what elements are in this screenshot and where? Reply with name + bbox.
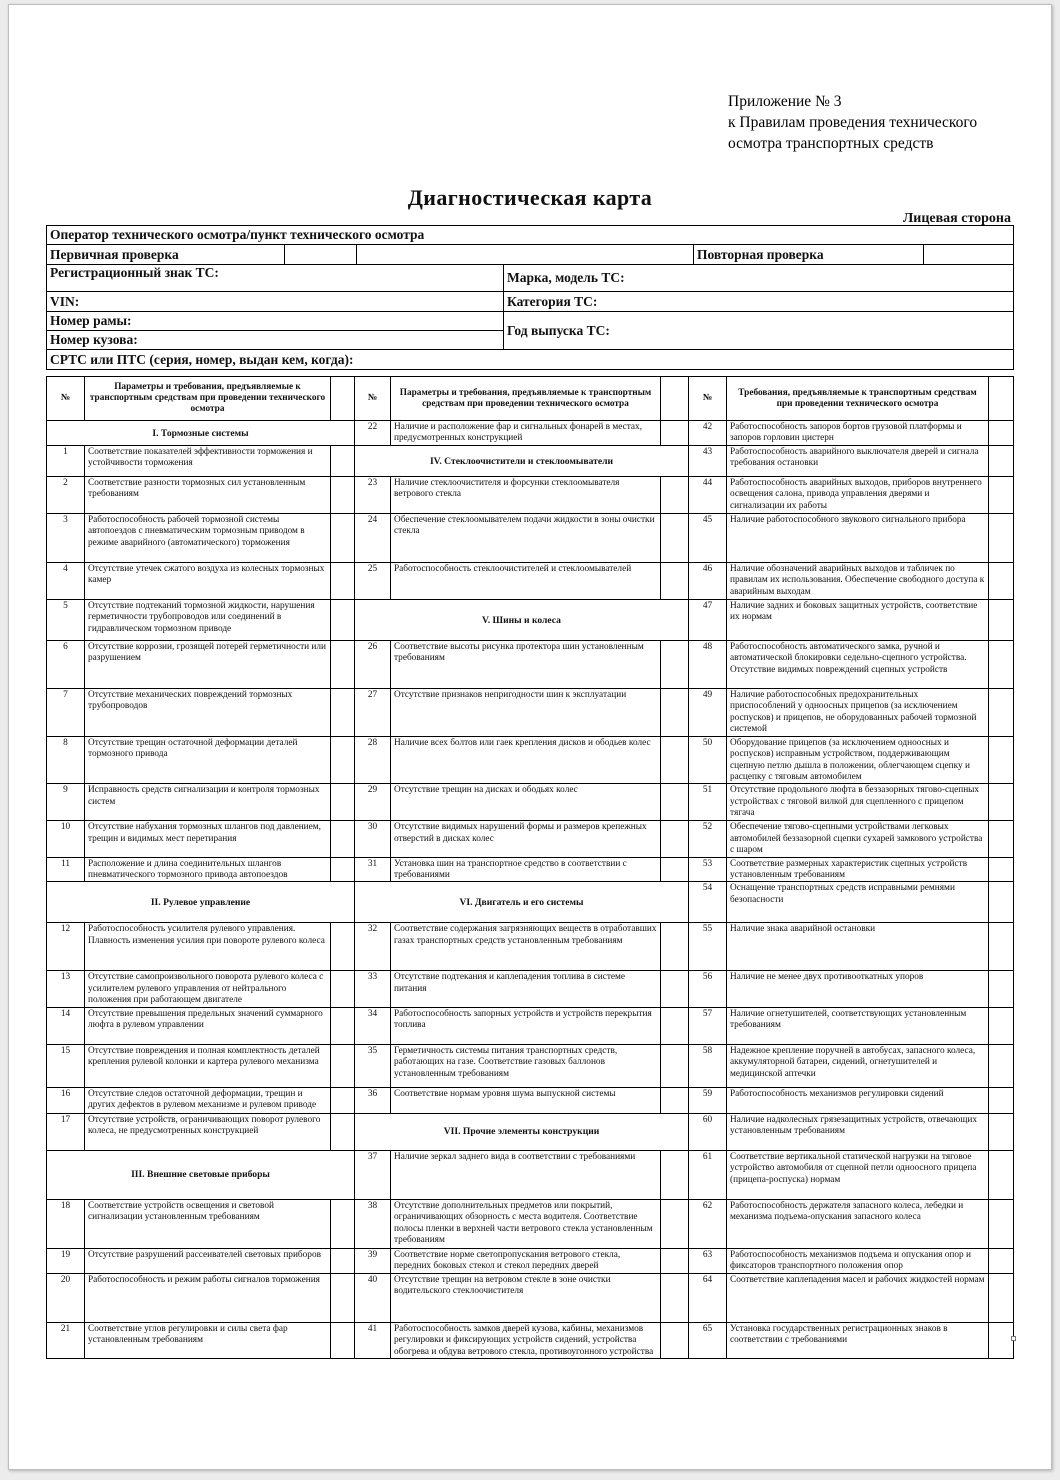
- item-text-27: Отсутствие признаков непригодности шин к эксплуатации: [391, 688, 661, 736]
- repeat-check-label: Повторная проверка: [694, 245, 924, 265]
- year-field[interactable]: Год выпуска ТС:: [504, 312, 1014, 350]
- item-number: 53: [689, 857, 727, 882]
- item-mark-58[interactable]: [989, 1044, 1014, 1087]
- item-number: 65: [689, 1322, 727, 1358]
- item-mark-55[interactable]: [989, 923, 1014, 971]
- item-number: 38: [355, 1199, 391, 1248]
- item-text-28: Наличие всех болтов или гаек крепления дисков и ободьев колес: [391, 736, 661, 784]
- item-number: 47: [689, 599, 727, 640]
- item-number: 48: [689, 640, 727, 688]
- item-text-6: Отсутствие коррозии, грозящей потерей герметичности или разрушением: [85, 640, 331, 688]
- item-mark-8[interactable]: [331, 736, 355, 784]
- item-mark-44[interactable]: [989, 476, 1014, 513]
- item-mark-53[interactable]: [989, 857, 1014, 882]
- item-mark-29[interactable]: [661, 784, 689, 821]
- table-row: [47, 421, 1014, 446]
- item-mark-5[interactable]: [331, 599, 355, 640]
- item-mark-24[interactable]: [661, 513, 689, 562]
- item-text-56: Наличие не менее двух противооткатных упоров: [727, 971, 989, 1007]
- item-text-59: Работоспособность механизмов регулировки сидений: [727, 1087, 989, 1113]
- item-mark-20[interactable]: [331, 1273, 355, 1322]
- item-number: 56: [689, 971, 727, 1007]
- item-mark-47[interactable]: [989, 599, 1014, 640]
- item-number: 8: [47, 736, 85, 784]
- appendix-note: [728, 91, 1048, 154]
- column-number-header: №: [355, 377, 391, 421]
- item-mark-59[interactable]: [989, 1087, 1014, 1113]
- item-text-41: Работоспособность замков дверей кузова, кабины, механизмов регулировки и фиксирующих устройств сидений, устройства обогрева и обдува ветрового стекла, противоугонного устройства: [391, 1322, 661, 1358]
- item-text-3: Работоспособность рабочей тормозной системы автопоездов с пневматическим тормозным приводом в режиме аварийного (автоматического) торможения: [85, 513, 331, 562]
- table-row: [47, 971, 1014, 1007]
- item-text-43: Работоспособность аварийного выключателя дверей и сигнала требования остановки: [727, 445, 989, 476]
- item-mark-50[interactable]: [989, 736, 1014, 784]
- item-text-57: Наличие огнетушителей, соответствующих установленным требованиям: [727, 1007, 989, 1044]
- table-row: [47, 1322, 1014, 1358]
- item-text-62: Работоспособность держателя запасного колеса, лебедки и механизма подъема-опускания запасного колеса: [727, 1199, 989, 1248]
- column-number-header: №: [689, 377, 727, 421]
- item-number: 6: [47, 640, 85, 688]
- item-text-17: Отсутствие устройств, ограничивающих поворот рулевого колеса, не предусмотренных конструкцией: [85, 1113, 331, 1150]
- table-row: [47, 1150, 1014, 1199]
- item-text-14: Отсутствие превышения предельных значений суммарного люфта в рулевом управлении: [85, 1007, 331, 1044]
- item-text-54: Оснащение транспортных средств исправными ремнями безопасности: [727, 882, 989, 923]
- table-row: [47, 1273, 1014, 1322]
- diagnostic-table: [46, 376, 1014, 1359]
- item-number: 52: [689, 821, 727, 857]
- item-number: 59: [689, 1087, 727, 1113]
- item-text-63: Работоспособность механизмов подъема и опускания опор и фиксаторов транспортного положения опор: [727, 1248, 989, 1273]
- side-label: Лицевая сторона: [902, 211, 1011, 226]
- section-heading-s6: VI. Двигатель и его системы: [355, 882, 689, 923]
- item-text-24: Обеспечение стеклоомывателем подачи жидкости в зоны очистки стекла: [391, 513, 661, 562]
- item-number: 61: [689, 1150, 727, 1199]
- item-number: 39: [355, 1248, 391, 1273]
- item-mark-11[interactable]: [331, 857, 355, 882]
- item-text-65: Установка государственных регистрационных знаков в соответствии с требованиями: [727, 1322, 989, 1358]
- item-text-20: Работоспособность и режим работы сигналов торможения: [85, 1273, 331, 1322]
- item-number: 58: [689, 1044, 727, 1087]
- repeat-check-box[interactable]: [924, 245, 1014, 265]
- item-text-49: Наличие работоспособных предохранительных приспособлений у одноосных прицепов (за исключением роспусков) и прицепов, не оборудованных рабочей тормозной системой: [727, 688, 989, 736]
- item-text-29: Отсутствие трещин на дисках и ободьях колес: [391, 784, 661, 821]
- item-text-4: Отсутствие утечек сжатого воздуха из колесных тормозных камер: [85, 562, 331, 599]
- column-header-3: Требования, предъявляемые к транспортным средствам при проведении технического осмотра: [727, 377, 989, 421]
- item-mark-34[interactable]: [661, 1007, 689, 1044]
- item-mark-46[interactable]: [989, 562, 1014, 599]
- item-number: 49: [689, 688, 727, 736]
- column-mark-header: [331, 377, 355, 421]
- table-row: [47, 882, 1014, 923]
- section-heading-s3: III. Внешние световые приборы: [47, 1150, 355, 1199]
- item-mark-51[interactable]: [989, 784, 1014, 821]
- item-number: 9: [47, 784, 85, 821]
- item-mark-63[interactable]: [989, 1248, 1014, 1273]
- table-row: [47, 562, 1014, 599]
- item-mark-49[interactable]: [989, 688, 1014, 736]
- item-text-16: Отсутствие следов остаточной деформации, трещин и других дефектов в рулевом механизме и рулевом приводе: [85, 1087, 331, 1113]
- item-number: 44: [689, 476, 727, 513]
- item-text-42: Работоспособность запоров бортов грузовой платформы и запоров горловин цистерн: [727, 421, 989, 446]
- item-number: 32: [355, 923, 391, 971]
- item-number: 14: [47, 1007, 85, 1044]
- item-text-44: Работоспособность аварийных выходов, приборов внутреннего освещения салона, привода управления дверями и сигнализации их работы: [727, 476, 989, 513]
- item-text-32: Соответствие содержания загрязняющих веществ в отработавших газах транспортных средств установленным требованиям: [391, 923, 661, 971]
- table-row: [47, 476, 1014, 513]
- item-number: 46: [689, 562, 727, 599]
- item-text-46: Наличие обозначений аварийных выходов и табличек по правилам их использования. Обеспечение свободного доступа к аварийным выходам: [727, 562, 989, 599]
- table-row: [47, 688, 1014, 736]
- brand-model-field[interactable]: Марка, модель ТС:: [504, 265, 1014, 292]
- table-row: [47, 1007, 1014, 1044]
- item-mark-40[interactable]: [661, 1273, 689, 1322]
- section-heading-s7: VII. Прочие элементы конструкции: [355, 1113, 689, 1150]
- table-row: [47, 784, 1014, 821]
- item-text-47: Наличие задних и боковых защитных устройств, соответствие их нормам: [727, 599, 989, 640]
- item-number: 31: [355, 857, 391, 882]
- item-text-50: Оборудование прицепов (за исключением одноосных и роспусков) исправным устройством, поддерживающим сцепную петлю дышла в положении, облегчающем сцепку и расцепку с тяговым автомобилем: [727, 736, 989, 784]
- item-mark-23[interactable]: [661, 476, 689, 513]
- item-number: 33: [355, 971, 391, 1007]
- item-number: 4: [47, 562, 85, 599]
- operator-field[interactable]: Оператор технического осмотра/пункт технического осмотра: [47, 226, 1014, 245]
- item-mark-17[interactable]: [331, 1113, 355, 1150]
- item-number: 35: [355, 1044, 391, 1087]
- item-number: 24: [355, 513, 391, 562]
- table-row: [47, 1113, 1014, 1150]
- item-text-52: Обеспечение тягово-сцепными устройствами легковых автомобилей беззазорной сцепки сухарей замкового устройства с шаром: [727, 821, 989, 857]
- item-mark-35[interactable]: [661, 1044, 689, 1087]
- section-heading-s2: II. Рулевое управление: [47, 882, 355, 923]
- item-text-8: Отсутствие трещин остаточной деформации деталей тормозного привода: [85, 736, 331, 784]
- item-mark-9[interactable]: [331, 784, 355, 821]
- item-text-9: Исправность средств сигнализации и контроля тормозных систем: [85, 784, 331, 821]
- item-mark-27[interactable]: [661, 688, 689, 736]
- item-text-51: Отсутствие продольного люфта в беззазорных тягово-сцепных устройствах с тяговой вилкой для сцепленного с прицепом тягача: [727, 784, 989, 821]
- column-mark-header: [989, 377, 1014, 421]
- section-heading-s1: I. Тормозные системы: [47, 421, 355, 446]
- category-field[interactable]: Категория ТС:: [504, 292, 1014, 312]
- resize-handle[interactable]: [1011, 1336, 1016, 1341]
- item-number: 22: [355, 421, 391, 446]
- item-text-18: Соответствие устройств освещения и световой сигнализации установленным требованиям: [85, 1199, 331, 1248]
- item-number: 62: [689, 1199, 727, 1248]
- item-number: 15: [47, 1044, 85, 1087]
- item-text-5: Отсутствие подтеканий тормозной жидкости, нарушения герметичности трубопроводов или соединений в гидравлическом тормозном приводе: [85, 599, 331, 640]
- vehicle-info-table: [46, 225, 1014, 370]
- item-mark-21[interactable]: [331, 1322, 355, 1358]
- item-mark-48[interactable]: [989, 640, 1014, 688]
- item-number: 27: [355, 688, 391, 736]
- appendix-line-2: к Правилам проведения технического: [728, 114, 978, 131]
- item-mark-13[interactable]: [331, 971, 355, 1007]
- item-mark-57[interactable]: [989, 1007, 1014, 1044]
- item-mark-12[interactable]: [331, 923, 355, 971]
- item-text-23: Наличие стеклоочистителя и форсунки стеклоомывателя ветрового стекла: [391, 476, 661, 513]
- item-mark-37[interactable]: [661, 1150, 689, 1199]
- item-text-25: Работоспособность стеклоочистителей и стеклоомывателей: [391, 562, 661, 599]
- section-heading-s4: IV. Стеклоочистители и стеклоомыватели: [355, 445, 689, 476]
- item-mark-56[interactable]: [989, 971, 1014, 1007]
- table-row: [47, 1248, 1014, 1273]
- item-mark-64[interactable]: [989, 1273, 1014, 1322]
- item-number: 2: [47, 476, 85, 513]
- table-row: [47, 857, 1014, 882]
- item-number: 57: [689, 1007, 727, 1044]
- item-mark-33[interactable]: [661, 971, 689, 1007]
- item-text-48: Работоспособность автоматического замка, ручной и автоматической блокировки седельно-сцепного устройства. Отсутствие видимых повреждений сцепных устройств: [727, 640, 989, 688]
- item-mark-52[interactable]: [989, 821, 1014, 857]
- item-number: 18: [47, 1199, 85, 1248]
- item-number: 34: [355, 1007, 391, 1044]
- item-text-39: Соответствие норме светопропускания ветрового стекла, передних боковых стекол и стекол передних дверей: [391, 1248, 661, 1273]
- item-number: 25: [355, 562, 391, 599]
- item-text-11: Расположение и длина соединительных шлангов пневматического тормозного привода автопоездов: [85, 857, 331, 882]
- table-row: [47, 1044, 1014, 1087]
- table-row: [47, 445, 1014, 476]
- column-header-1: Параметры и требования, предъявляемые к транспортным средствам при проведении технического осмотра: [85, 377, 331, 421]
- table-row: [47, 736, 1014, 784]
- item-mark-15[interactable]: [331, 1044, 355, 1087]
- item-number: 21: [47, 1322, 85, 1358]
- appendix-line-1: Приложение № 3: [728, 93, 842, 110]
- item-number: 1: [47, 445, 85, 476]
- item-number: 7: [47, 688, 85, 736]
- item-text-21: Соответствие углов регулировки и силы света фар установленным требованиям: [85, 1322, 331, 1358]
- column-mark-header: [661, 377, 689, 421]
- item-text-15: Отсутствие повреждения и полная комплектность деталей крепления рулевой колонки и картера рулевого механизма: [85, 1044, 331, 1087]
- item-mark-30[interactable]: [661, 821, 689, 857]
- item-text-53: Соответствие размерных характеристик сцепных устройств установленным требованиям: [727, 857, 989, 882]
- item-text-45: Наличие работоспособного звукового сигнального прибора: [727, 513, 989, 562]
- item-mark-2[interactable]: [331, 476, 355, 513]
- item-mark-22[interactable]: [661, 421, 689, 446]
- item-number: 63: [689, 1248, 727, 1273]
- item-mark-38[interactable]: [661, 1199, 689, 1248]
- item-mark-60[interactable]: [989, 1113, 1014, 1150]
- item-text-55: Наличие знака аварийной остановки: [727, 923, 989, 971]
- item-text-60: Наличие надколесных грязезащитных устройств, отвечающих установленным требованиям: [727, 1113, 989, 1150]
- document-title: Диагностическая карта: [407, 185, 653, 210]
- item-text-10: Отсутствие набухания тормозных шлангов под давлением, трещин и видимых мест перетирания: [85, 821, 331, 857]
- item-number: 12: [47, 923, 85, 971]
- item-number: 28: [355, 736, 391, 784]
- item-mark-26[interactable]: [661, 640, 689, 688]
- item-text-35: Герметичность системы питания транспортных средств, работающих на газе. Соответствие газовых баллонов установленным требованиям: [391, 1044, 661, 1087]
- item-mark-31[interactable]: [661, 857, 689, 882]
- item-text-19: Отсутствие разрушений рассеивателей световых приборов: [85, 1248, 331, 1273]
- item-number: 30: [355, 821, 391, 857]
- table-row: [47, 1087, 1014, 1113]
- item-text-33: Отсутствие подтекания и каплепадения топлива в системе питания: [391, 971, 661, 1007]
- item-number: 11: [47, 857, 85, 882]
- item-number: 17: [47, 1113, 85, 1150]
- item-mark-14[interactable]: [331, 1007, 355, 1044]
- primary-check-box[interactable]: [285, 245, 357, 265]
- item-text-2: Соответствие разности тормозных сил установленным требованиям: [85, 476, 331, 513]
- item-text-38: Отсутствие дополнительных предметов или покрытий, ограничивающих обзорность с места водителя. Соответствие полосы пленки в верхней части ветрового стекла установленным требованиям: [391, 1199, 661, 1248]
- table-row: [47, 821, 1014, 857]
- item-mark-42[interactable]: [989, 421, 1014, 446]
- body-number-field[interactable]: Номер кузова:: [47, 331, 504, 350]
- item-number: 3: [47, 513, 85, 562]
- item-mark-62[interactable]: [989, 1199, 1014, 1248]
- item-mark-3[interactable]: [331, 513, 355, 562]
- item-number: 10: [47, 821, 85, 857]
- item-number: 42: [689, 421, 727, 446]
- section-heading-s5: V. Шины и колеса: [355, 599, 689, 640]
- item-number: 16: [47, 1087, 85, 1113]
- column-number-header: №: [47, 377, 85, 421]
- item-number: 50: [689, 736, 727, 784]
- item-text-1: Соответствие показателей эффективности торможения и устойчивости торможения: [85, 445, 331, 476]
- item-mark-41[interactable]: [661, 1322, 689, 1358]
- item-number: 40: [355, 1273, 391, 1322]
- item-text-7: Отсутствие механических повреждений тормозных трубопроводов: [85, 688, 331, 736]
- srts-field[interactable]: СРТС или ПТС (серия, номер, выдан кем, когда):: [47, 350, 1014, 370]
- item-text-37: Наличие зеркал заднего вида в соответствии с требованиями: [391, 1150, 661, 1199]
- item-mark-16[interactable]: [331, 1087, 355, 1113]
- item-text-30: Отсутствие видимых нарушений формы и размеров крепежных отверстий в дисках колес: [391, 821, 661, 857]
- item-mark-4[interactable]: [331, 562, 355, 599]
- frame-number-field[interactable]: Номер рамы:: [47, 312, 504, 331]
- item-mark-43[interactable]: [989, 445, 1014, 476]
- column-header-2: Параметры и требования, предъявляемые к транспортным средствам при проведении технического осмотра: [391, 377, 661, 421]
- table-row: [47, 1199, 1014, 1248]
- item-mark-36[interactable]: [661, 1087, 689, 1113]
- item-number: 13: [47, 971, 85, 1007]
- table-row: [47, 640, 1014, 688]
- item-mark-1[interactable]: [331, 445, 355, 476]
- item-mark-7[interactable]: [331, 688, 355, 736]
- item-mark-10[interactable]: [331, 821, 355, 857]
- item-mark-28[interactable]: [661, 736, 689, 784]
- item-number: 23: [355, 476, 391, 513]
- item-number: 55: [689, 923, 727, 971]
- item-mark-18[interactable]: [331, 1199, 355, 1248]
- item-number: 29: [355, 784, 391, 821]
- item-text-26: Соответствие высоты рисунка протектора шин установленным требованиям: [391, 640, 661, 688]
- item-number: 5: [47, 599, 85, 640]
- item-number: 60: [689, 1113, 727, 1150]
- item-text-36: Соответствие нормам уровня шума выпускной системы: [391, 1087, 661, 1113]
- item-number: 64: [689, 1273, 727, 1322]
- item-number: 45: [689, 513, 727, 562]
- item-mark-54[interactable]: [989, 882, 1014, 923]
- appendix-line-3: осмотра транспортных средств: [728, 135, 934, 152]
- table-row: [47, 513, 1014, 562]
- item-text-22: Наличие и расположение фар и сигнальных фонарей в местах, предусмотренных конструкцией: [391, 421, 661, 446]
- item-text-13: Отсутствие самопроизвольного поворота рулевого колеса с усилителем рулевого управления от нейтрального положения при работающем двигателе: [85, 971, 331, 1007]
- item-number: 19: [47, 1248, 85, 1273]
- item-text-58: Надежное крепление поручней в автобусах, запасного колеса, аккумуляторной батареи, сидений, огнетушителей и медицинской аптечки: [727, 1044, 989, 1087]
- table-row: [47, 377, 1014, 421]
- item-text-34: Работоспособность запорных устройств и устройств перекрытия топлива: [391, 1007, 661, 1044]
- item-text-31: Установка шин на транспортное средство в соответствии с требованиями: [391, 857, 661, 882]
- item-number: 37: [355, 1150, 391, 1199]
- item-number: 20: [47, 1273, 85, 1322]
- item-text-61: Соответствие вертикальной статической нагрузки на тяговое устройство автомобиля от сцепной петли одноосного прицепа (прицепа-роспуска) нормам: [727, 1150, 989, 1199]
- table-row: [47, 923, 1014, 971]
- item-mark-39[interactable]: [661, 1248, 689, 1273]
- table-row: [47, 599, 1014, 640]
- item-text-40: Отсутствие трещин на ветровом стекле в зоне очистки водительского стеклоочистителя: [391, 1273, 661, 1322]
- item-number: 41: [355, 1322, 391, 1358]
- primary-check-blank[interactable]: [357, 245, 694, 265]
- reg-sign-field[interactable]: Регистрационный знак ТС:: [47, 265, 504, 292]
- item-number: 26: [355, 640, 391, 688]
- item-number: 43: [689, 445, 727, 476]
- item-text-12: Работоспособность усилителя рулевого управления. Плавность изменения усилия при повороте рулевого колеса: [85, 923, 331, 971]
- item-number: 36: [355, 1087, 391, 1113]
- vin-field[interactable]: VIN:: [47, 292, 504, 312]
- item-mark-61[interactable]: [989, 1150, 1014, 1199]
- item-number: 54: [689, 882, 727, 923]
- document-page: [8, 4, 1052, 1470]
- item-mark-6[interactable]: [331, 640, 355, 688]
- item-text-64: Соответствие каплепадения масел и рабочих жидкостей нормам: [727, 1273, 989, 1322]
- item-mark-45[interactable]: [989, 513, 1014, 562]
- item-number: 51: [689, 784, 727, 821]
- item-mark-32[interactable]: [661, 923, 689, 971]
- item-mark-25[interactable]: [661, 562, 689, 599]
- primary-check-label: Первичная проверка: [47, 245, 285, 265]
- item-mark-19[interactable]: [331, 1248, 355, 1273]
- item-mark-65[interactable]: [989, 1322, 1014, 1358]
